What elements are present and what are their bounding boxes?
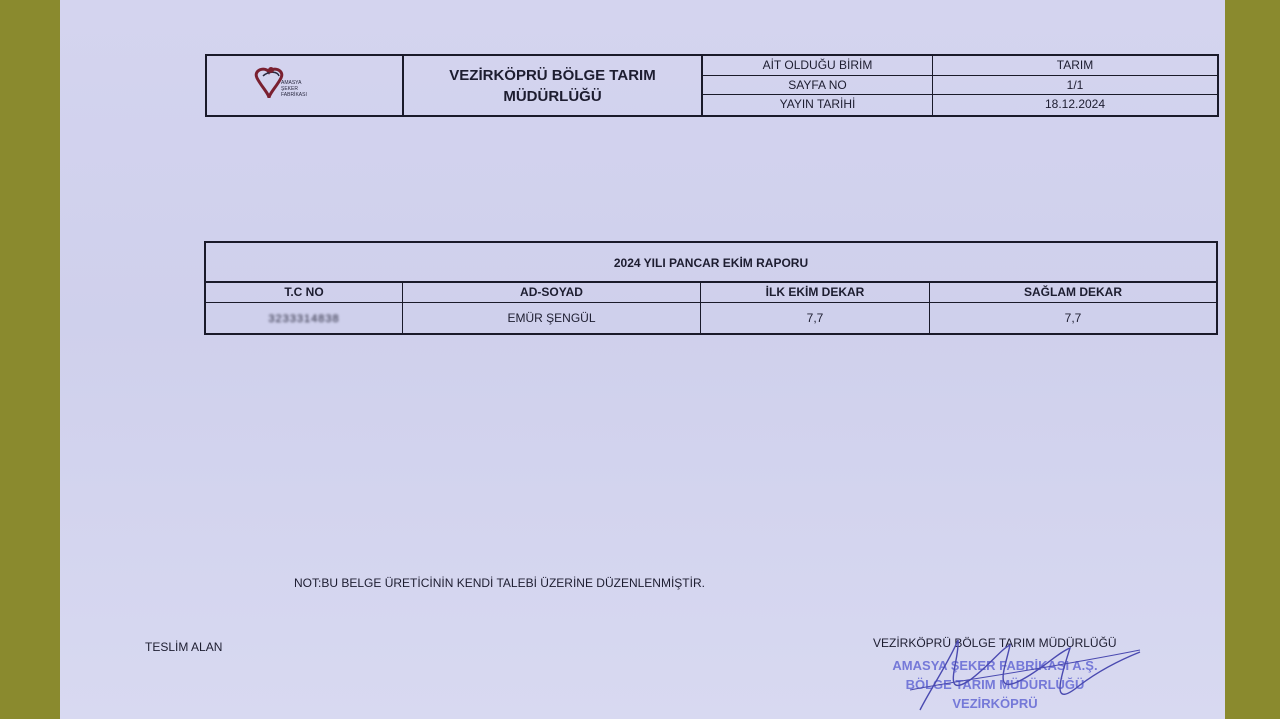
col-header: AD-SOYAD — [403, 283, 701, 302]
name-cell: EMÜR ŞENGÜL — [403, 303, 701, 333]
meta-key: AİT OLDUĞU BİRİM — [703, 56, 933, 75]
meta-key: YAYIN TARİHİ — [703, 95, 933, 115]
tc-no-value: 3233314838 — [268, 313, 340, 325]
meta-value: TARIM — [1056, 58, 1094, 72]
report-title: 2024 YILI PANCAR EKİM RAPORU — [206, 243, 1216, 283]
meta-value: 18.12.2024 — [1044, 97, 1106, 112]
issuer-label: VEZİRKÖPRÜ BÖLGE TARIM MÜDÜRLÜĞÜ — [873, 636, 1117, 650]
document-title: VEZİRKÖPRÜ BÖLGE TARIM MÜDÜRLÜĞÜ — [404, 56, 703, 115]
sugar-factory-logo-icon — [207, 56, 404, 115]
header-meta-table — [703, 56, 1217, 115]
report-header-row — [206, 283, 1216, 303]
meta-row-page — [703, 76, 1217, 96]
meta-value: 1/1 — [1066, 77, 1084, 92]
first-planting-cell: 7,7 — [701, 303, 930, 333]
signature-icon — [900, 630, 1150, 719]
stamp-line: BÖLGE TARIM MÜDÜRLÜĞÜ — [905, 677, 1085, 692]
report-table — [204, 241, 1218, 335]
svg-text:AMASYA: AMASYA — [281, 80, 302, 86]
col-header: T.C NO — [206, 283, 403, 302]
document-header — [205, 54, 1219, 117]
tc-no-cell — [206, 303, 403, 333]
meta-row-date — [703, 95, 1217, 115]
meta-key: SAYFA NO — [703, 76, 933, 95]
table-row — [206, 303, 1216, 333]
svg-text:ŞEKER: ŞEKER — [281, 86, 298, 92]
svg-text:FABRİKASI: FABRİKASI — [281, 92, 307, 98]
meta-row-unit — [703, 56, 1217, 76]
sound-cell: 7,7 — [1064, 311, 1082, 325]
col-header: SAĞLAM DEKAR — [1024, 285, 1122, 299]
document-page — [60, 0, 1225, 719]
col-header: İLK EKİM DEKAR — [701, 283, 930, 302]
receiver-label: TESLİM ALAN — [145, 640, 223, 654]
company-logo — [207, 56, 404, 115]
stamp-line: AMASYA ŞEKER FABRİKASI A.Ş. — [892, 658, 1098, 673]
stamp-line: VEZİRKÖPRÜ — [952, 696, 1038, 711]
document-note: NOT:BU BELGE ÜRETİCİNİN KENDİ TALEBİ ÜZERİNE DÜZENLENMİŞTİR. — [294, 576, 705, 590]
